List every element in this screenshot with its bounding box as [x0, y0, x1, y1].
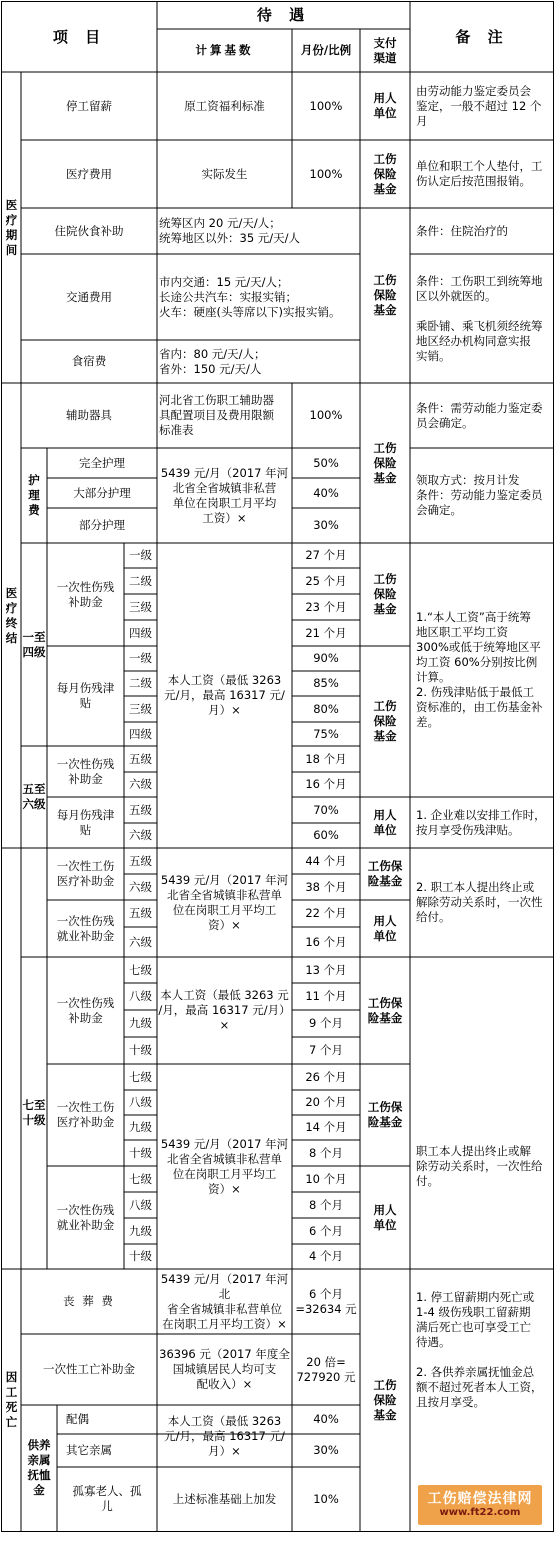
row-assistive: 辅助器具 — [66, 408, 112, 422]
section-medical-period: 医 疗 期 间 — [5, 197, 18, 257]
row-lodging: 食宿费 — [71, 354, 107, 368]
row-meal-subsidy: 住院伙食补助 — [54, 223, 124, 238]
header-remarks: 备 注 — [455, 27, 509, 46]
section-termination — [2, 848, 21, 1269]
nursing-label: 护 理 费 — [28, 473, 40, 517]
row-transport: 交通费用 — [66, 289, 112, 304]
site-logo[interactable]: 工伤赔偿法律网 www.ft22.com — [418, 1485, 542, 1525]
section-death: 因 工 死 亡 — [5, 1370, 18, 1429]
header-ratio: 月份/比例 — [300, 43, 352, 57]
benefits-table: 项 目 待 遇 计算基数 月份/比例 支付 渠道 备 注 医 疗 期 间 停工留薪 原工资福利标准 100% 用人 单位 由劳动能力鉴定委员会 鉴定，一般不超过 12 个 月 医疗费用 实际发生 100% 工伤 保险 基金 单位和职工个人垫付，工 伤认定后按范围报销。 住院伙食补助 统筹区内 20 元/天/人； 统筹地区以外：35 元/天/人 条件：住院治疗的 交通费用 市内交通：15 元/天/人； 长途公共汽车：实报实销； 火车：硬座(头等席以下)实报实销。 食宿费 省内：80 元/天/人； 省外：150 元/天/人 工伤 保险 基金 条件：工伤职工到统筹地 区以外就医的。 乘卧铺、乘飞机须经统筹 地区经办机构同意实报 实销。 医 疗 终 结 辅助器具 河北省工伤职工辅助器 具配置项目及费用限额 标准表 100% 条件：需劳动能力鉴定委 员会确定。 工伤 保险 基金 护 理 费 完全护理 大部分护理 部分护理 5439 元/月（2017 年河 北省全省城镇非私营 单位在岗职工月平均 工资）× 50% 40% 30% 领取方式：按月计发 条件：劳动能力鉴定委员 会确定。 一至 四级 一次性伤残 补助金 一级 二级 三级 四级 27 个月 25 个月 23 个月 21 个月 工伤 保险 基金 每月伤残津 贴 一级 二级 三级 四级 90% 85% 80% 75% 工伤 保险 基金 本人工资（最低 3263 元/月，最高 16317 元/ 月）× 1.“本人工资”高于统筹 地区职工平均工资 300%或低于统筹地区平 均工资 60%分别按比例 计算。 2. 伤残津贴低于最低工 资标准的，由工伤基金补 差。 五至 六级 一次性伤残 补助金 五级 六级 18 个月 16 个月 每月伤残津 贴 五级 六级 70% 60% 用人 单位 1. 企业难以安排工作时， 按月享受伤残津贴。 一次性工伤 医疗补助金 五级 六级 44 个月 38 个月 工伤保 险基金 一次性伤残 就业补助金 五级 六级 22 个月 16 个月 用人 单位 5439 元/月（2017 年河 北省全省城镇非私营单 位在岗职工月平均工 资）× 2. 职工本人提出终止或 解除劳动关系时，一次性 给付。 七至 十级 一次性伤残 补助金 七级 八级 九级 十级 13 个月 11 个月 9 个月 7 个月 本人工资（最低 3263 元 /月，最高 16317 元/月） × 工伤保 险基金 一次性工伤 医疗补助金 七级 八级 九级 十级 26 个月 20 个月 14 个月 8 个月 工伤保 险基金 一次性伤残 就业补助金 七级 八级 九级 十级 10 个月 8 个月 6 个月 4 个月 用人 单位 5439 元/月（2017 年河 北省全省城镇非私营单 位在岗职工月平均工 资）× 职工本人提出终止或解 除劳动关系时，一次性给 付。 因 工 死 亡 丧 葬 费 5439 元/月（2017 年河北 省全省城镇非私营单位 在岗职工月平均工资）× 6 个月 =32634 元 一次性工亡补助金 36396 元（2017 年度全 国城镇居民人均可支 配收入）× 20 倍= 727920 元 供养 亲属 抚恤 金 配偶 其它亲属 孤寡老人、孤 儿 本人工资（最低 3263 元/月，最高 16317 元/ 月）× 上述标准基础上加发 40% 30% 10% 工伤 保险 基金 1. 停工留薪期内死亡或 1-4 级伤残职工留薪期 满后死亡也可享受工亡 待遇。 2. 各供养亲属抚恤金总 额不超过死者本人工资， 且按月享受。 工伤赔偿法律网 www.ft22.com — [0, 0, 555, 1541]
row-work-stoppage: 停工留薪 — [66, 98, 112, 113]
grade-5-6-label: 五至 六级 — [22, 782, 46, 811]
row-medical-cost: 医疗费用 — [66, 166, 112, 181]
section-medical-end: 医 疗 终 结 — [5, 585, 18, 645]
grade-1-4-label: 一至 四级 — [22, 629, 46, 659]
header-item: 项 目 — [52, 27, 107, 46]
grade-7-10-label: 七至 十级 — [22, 1098, 46, 1127]
header-base: 计算基数 — [195, 43, 254, 57]
header-treatment: 待 遇 — [256, 6, 311, 24]
header-channel: 支付 渠道 — [373, 35, 397, 65]
